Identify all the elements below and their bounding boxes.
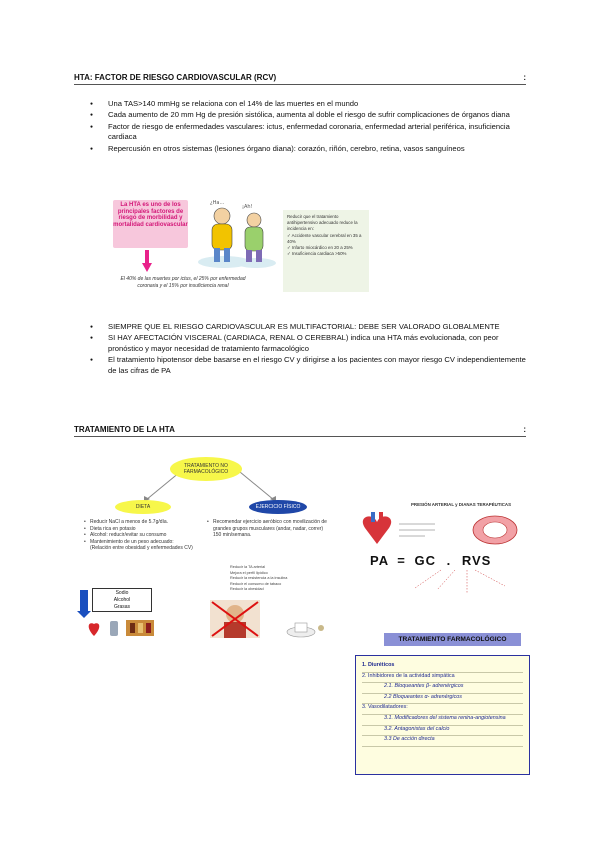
formula-dot: . [446,553,452,568]
benefit-intro: Reducir que el tratamiento antihipertensivo adecuado reduce la incidencia en: [287,214,358,232]
section-title: HTA: FACTOR DE RIESGO CARDIOVASCULAR (RCV) [74,73,277,82]
reduce-box [92,588,152,612]
reduce-item: Alcohol [113,597,131,603]
list-item: ● SI HAY AFECTACIÓN VISCERAL (CARDIACA, RENAL O CEREBRAL) indica una HTA más evolucionada, con peor pronóstico y mayor necesidad de tratamiento farmacológico [88,333,528,354]
list-item: • Dieta rica en potasio [84,526,194,533]
diet-node: DIETA [115,500,171,514]
formula-equals: = [397,553,406,568]
benefit-item: ✓ Infarto miocárdico en 20 a 25% [287,245,353,251]
list-item: Reducir la TA arterial [230,565,266,569]
exercise-list [207,519,329,539]
drug-class-item: 3.2. Antagonistas del calcio [362,726,523,737]
list-item: ● Una TAS>140 mmHg se relaciona con el 14% de las muertes en el mundo [88,99,528,109]
section-colon: : [523,425,526,434]
list-item: • Reducir NaCl a menos de 5.7g/día. [84,519,194,526]
exercise-benefits-list [230,565,330,593]
benefit-item: ✓ Insuficiencia cardiaca >50% [287,251,347,257]
reduce-item: Grasas [113,604,131,610]
list-item: ● El tratamiento hipotensor debe basarse en el riesgo CV y dirigirse a los pacientes con mayor riesgo CV independientemente de las cifras de PA [88,355,528,376]
pharma-treatment-label: TRATAMIENTO FARMACOLÓGICO [384,633,521,646]
pa-formula [370,553,491,568]
svg-text:¿Ha...: ¿Ha... [210,200,225,206]
formula-pa: PA [370,553,389,568]
list-item: Reducir el consumo de tabaco [230,581,282,586]
food-icons-illustration [86,618,158,638]
hta-risk-factor-box: La HTA es uno de los principales factores de riesgo de morbilidad y mortalidad cardiovascular [113,200,188,248]
diet-list [84,519,194,552]
list-item: • Alcohol: reducir/evitar su consumo [84,532,194,539]
mortality-caption: El 40% de las muertes por ictus, el 25% por enfermedad coronaria y el 15% por insuficiencia renal [120,276,246,289]
drug-class-item: 2. Inhibidores de la actividad simpática [362,673,523,684]
list-item: • Mantenimiento de un peso adecuado: (Relación entre obesidad y enfermedades CV) [84,539,194,552]
benefit-item: ✓ Accidente vascular cerebral en 35 a 40% [287,232,362,244]
exercise-node: EJERCICIO FÍSICO [249,500,307,514]
list-item: ● Repercusión en otros sistemas (lesiones órgano diana): corazón, riñón, cerebro, retina, vasos sanguíneos [88,144,528,154]
non-pharma-node: TRATAMIENTO NO FARMACOLÓGICO [170,457,242,481]
section-title: TRATAMIENTO DE LA HTA [74,425,175,434]
pink-down-arrow-icon [142,250,152,272]
rcv-bullet-list-2 [88,322,528,377]
reduce-item: Sodio [115,590,129,596]
list-item: Reducir la resistencia a la insulina [230,576,288,581]
formula-gc: GC [414,553,436,568]
list-item: ● Factor de riesgo de enfermedades vasculares: ictus, enfermedad coronaria, enfermedad arterial periférica, insuficiencia cardiaca [88,122,528,143]
drug-class-item: 3.3 De acción directa [362,736,523,747]
drug-class-item: 1. Diuréticos [362,662,523,673]
drug-classes-box [355,655,530,775]
list-item: Reducir la obesidad [230,587,264,592]
blue-down-arrow-icon [80,590,88,612]
treatment-benefit-box [283,210,369,292]
list-item: ● SIEMPRE QUE EL RIESGO CARDIOVASCULAR ES MULTIFACTORIAL: DEBE SER VALORADO GLOBALMENTE [88,322,528,332]
list-item: • Recomendar ejercicio aeróbico con movilización de grandes grupos musculares (andar, nadar, correr) 150 min/semana. [207,519,329,539]
list-item: Mejora el perfil lipídico [230,570,268,575]
list-item: ● Cada aumento de 20 mm Hg de presión sistólica, aumenta al doble el riesgo de sufrir complicaciones de órganos diana [88,110,528,120]
couple-cartoon-illustration [196,196,278,270]
drug-class-item: 3.1. Modificadores del sistema renina-angiotensina [362,715,523,726]
svg-text:¡Ah!: ¡Ah! [242,204,253,210]
rcv-bullet-list [88,99,528,155]
section-header-rcv [74,73,526,85]
drug-class-item: 2.1. Bloqueantes β- adrenérgicos [362,683,523,694]
mechanism-title: PRESIÓN ARTERIAL y DIANAS TERAPÉUTICAS [410,502,512,507]
cup-illustration [285,618,331,638]
section-colon: : [523,73,526,82]
formula-rvs: RVS [461,553,492,568]
drug-class-item: 3. Vasodilatadores: [362,704,523,715]
drug-class-item: 2.2 Bloqueantes α- adrenérgicos [362,694,523,705]
section-header-tratamiento [74,425,526,437]
no-smoking-illustration [210,600,260,638]
